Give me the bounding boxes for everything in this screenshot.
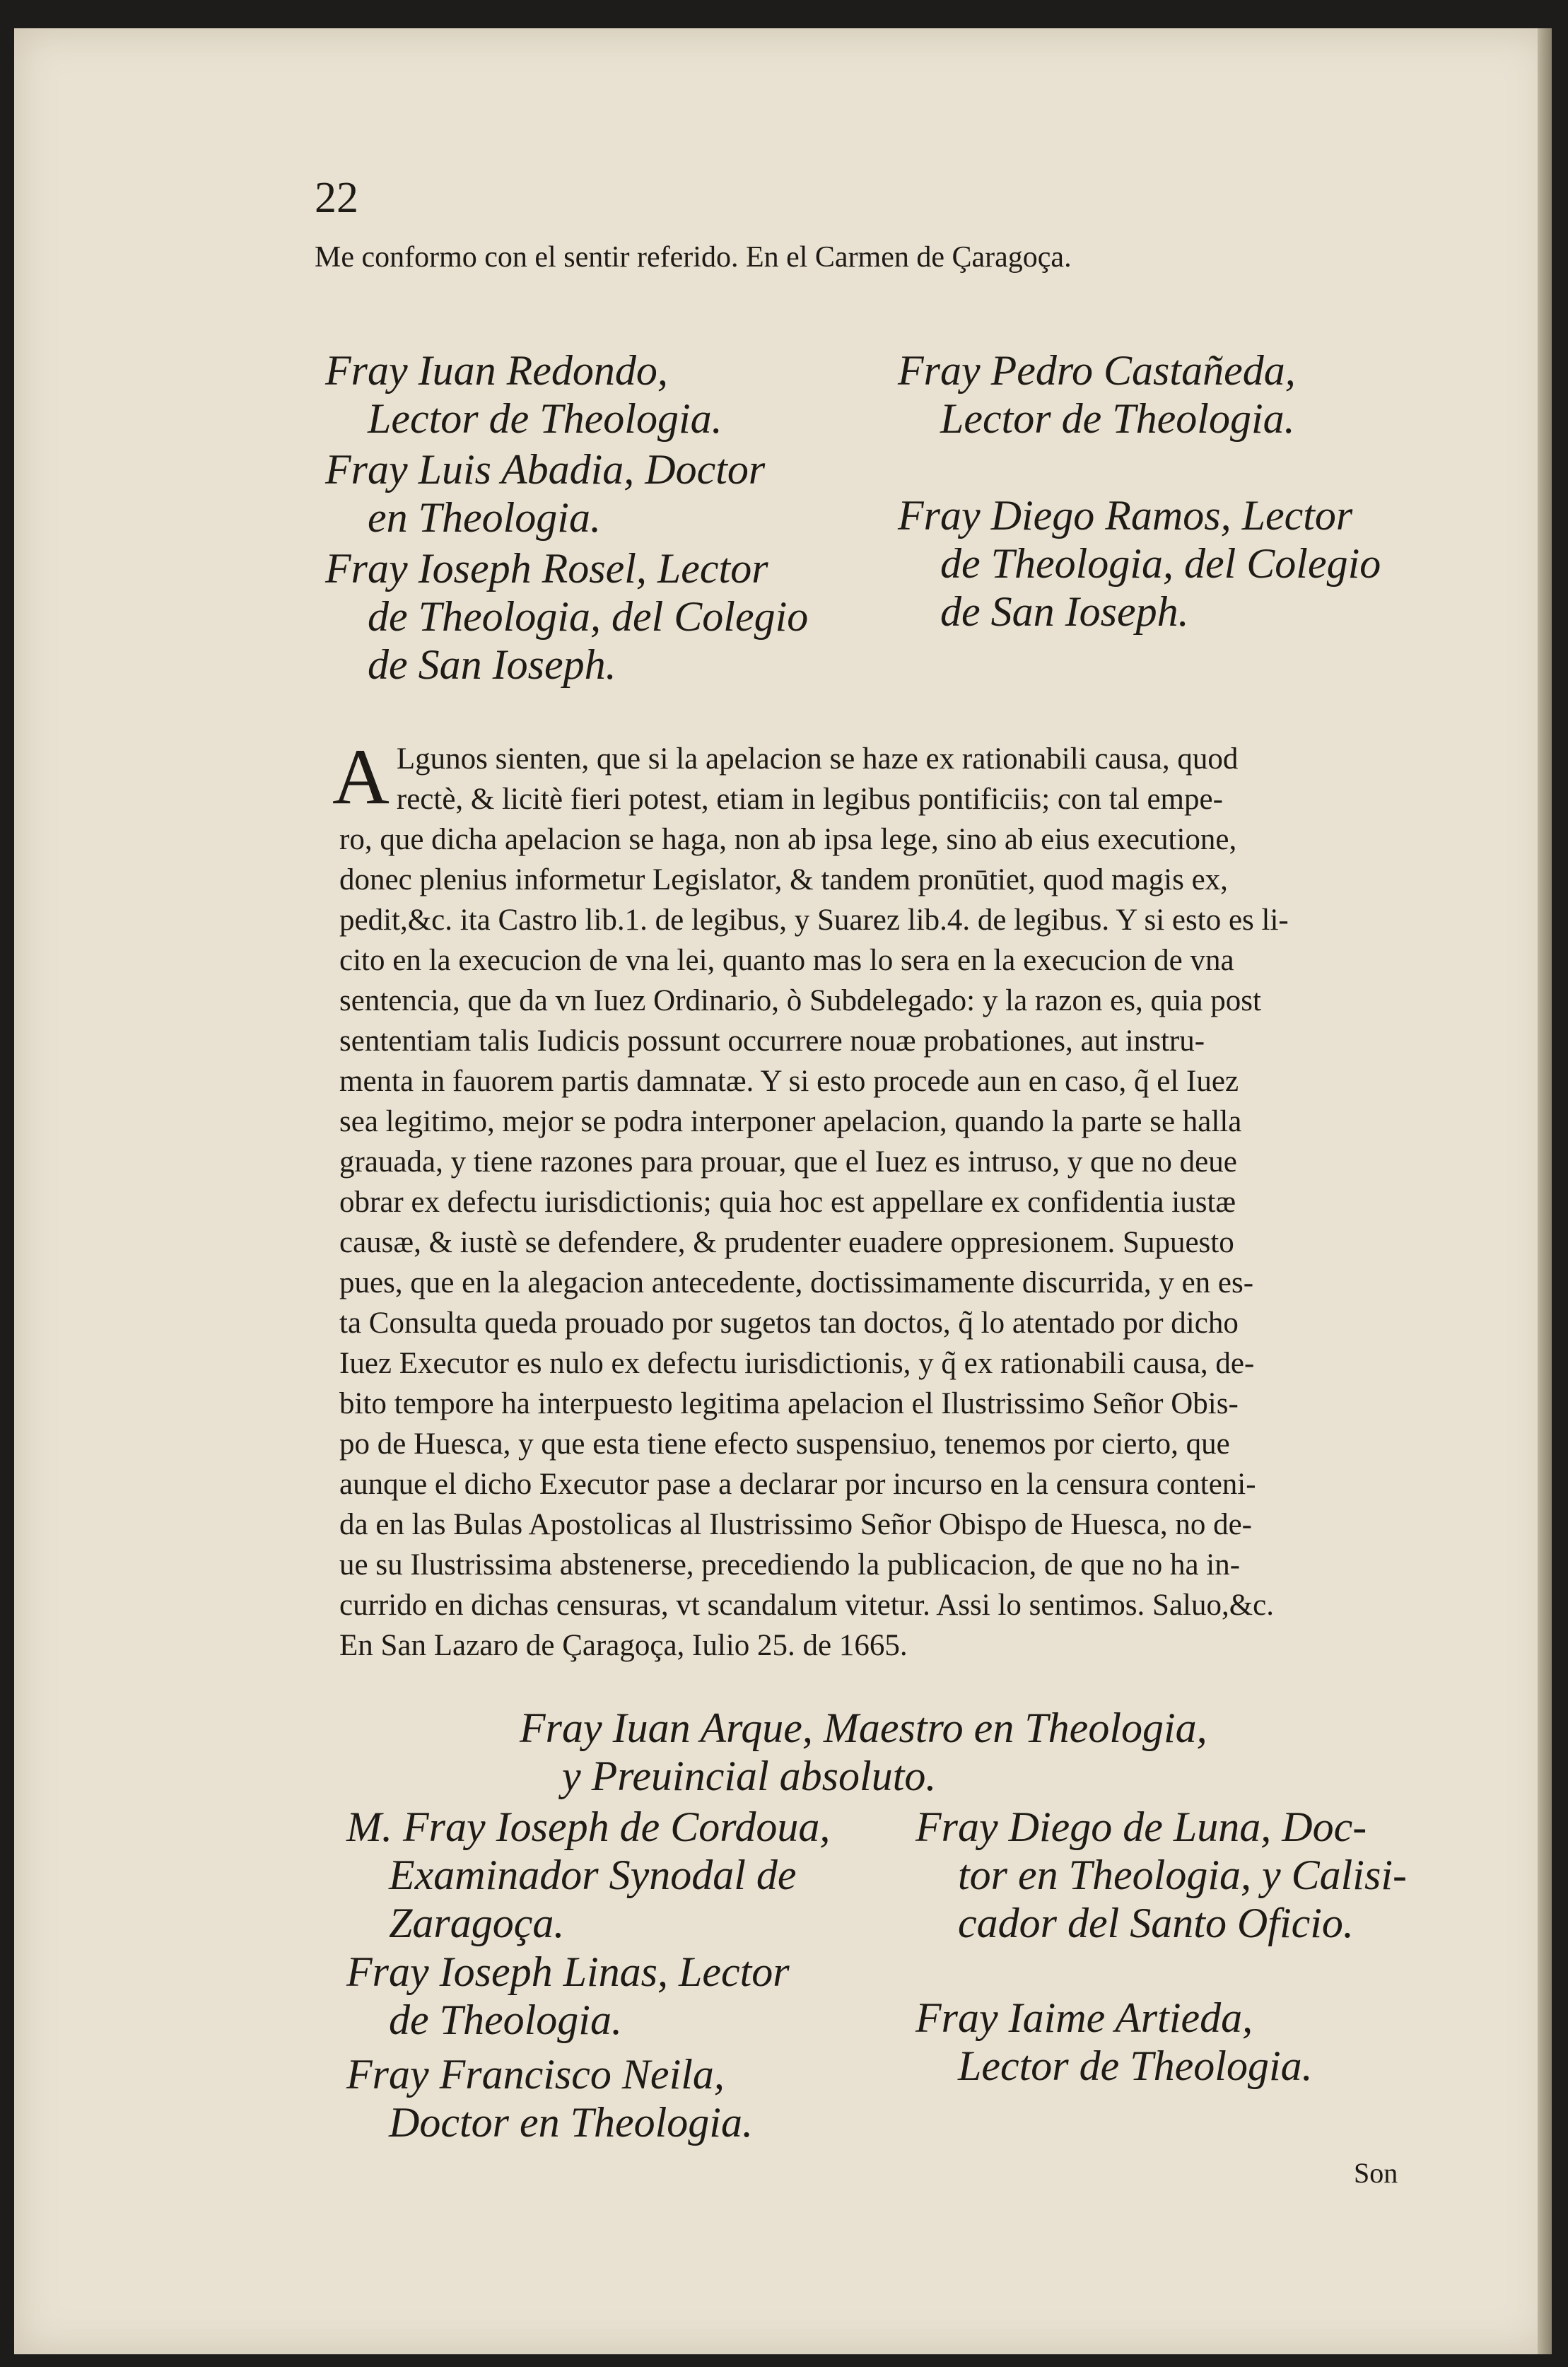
signatory-name: Fray Luis Abadia, Doctor xyxy=(325,446,766,493)
text-line: Iuez Executor es nulo ex defectu iurisdictionis, y q̃ ex rationabili causa, de- xyxy=(339,1347,1255,1380)
signatory-top-right-1 xyxy=(898,491,1381,636)
signatory-name: Fray Diego de Luna, Doc- xyxy=(915,1804,1367,1850)
signatory-name: Fray Iaime Artieda, xyxy=(915,1994,1253,2041)
text-line: ta Consulta queda prouado por sugetos tan doctos, q̃ lo atentado por dicho xyxy=(339,1307,1239,1340)
text-line: pedit,&c. ita Castro lib.1. de legibus, y Suarez lib.4. de legibus. Y si esto es li- xyxy=(339,904,1289,937)
signatory-title: cador del Santo Oficio. xyxy=(958,1900,1354,1946)
signatory-name: M. Fray Ioseph de Cordoua, xyxy=(346,1804,831,1850)
catchword: Son xyxy=(1354,2157,1398,2189)
signatory-top-right-0 xyxy=(898,346,1296,443)
signatory-title: en Theologia. xyxy=(368,494,601,541)
text-line: aunque el dicho Executor pase a declarar por incurso en la censura conteni- xyxy=(339,1468,1256,1501)
signatory-title: Lector de Theologia. xyxy=(958,2042,1313,2089)
signatory-bottom-left-1 xyxy=(346,1948,790,2044)
text-line: po de Huesca, y que esta tiene efecto suspensiuo, tenemos por cierto, que xyxy=(339,1427,1230,1461)
signatory-name: Fray Iuan Arque, Maestro en Theologia, xyxy=(520,1705,1207,1751)
text-line: ro, que dicha apelacion se haga, non ab ipsa lege, sino ab eius executione, xyxy=(339,823,1237,856)
text-line: En San Lazaro de Çaragoça, Iulio 25. de 1665. xyxy=(339,1629,908,1662)
signatory-name: Fray Francisco Neila, xyxy=(346,2051,725,2098)
signatory-name: Fray Ioseph Rosel, Lector xyxy=(325,545,768,592)
text-line: causæ, & iustè se defendere, & prudenter euadere oppresionem. Supuesto xyxy=(339,1226,1234,1259)
body-paragraph xyxy=(332,733,1470,1666)
signatory-bottom-center xyxy=(520,1704,1207,1800)
signatory-title: de Theologia. xyxy=(389,1997,622,2043)
text-line: sententiam talis Iudicis possunt occurrere nouæ probationes, aut instru- xyxy=(339,1024,1205,1058)
signatory-top-left-2 xyxy=(325,544,808,689)
signatory-top-left-0 xyxy=(325,346,722,443)
text-line: grauada, y tiene razones para prouar, que el Iuez es intruso, y que no deue xyxy=(339,1145,1237,1179)
intro-line: Me conformo con el sentir referido. En el Carmen de Çaragoça. xyxy=(315,241,1072,274)
text-line: currido en dichas censuras, vt scandalum vitetur. Assi lo sentimos. Saluo,&c. xyxy=(339,1589,1275,1622)
signatory-title: Lector de Theologia. xyxy=(368,395,722,442)
signatory-top-left-1 xyxy=(325,445,765,542)
text-line: sea legitimo, mejor se podra interponer apelacion, quando la parte se halla xyxy=(339,1105,1242,1138)
text-line: menta in fauorem partis damnatæ. Y si esto procede aun en caso, q̃ el Iuez xyxy=(339,1065,1239,1098)
signatory-title: y Preuincial absoluto. xyxy=(562,1753,937,1799)
signatory-title: Doctor en Theologia. xyxy=(389,2099,753,2146)
text-line: da en las Bulas Apostolicas al Ilustrissimo Señor Obispo de Huesca, no de- xyxy=(339,1508,1252,1541)
text-line: Lgunos sienten, que si la apelacion se haze ex rationabili causa, quod xyxy=(396,742,1239,776)
text-line: rectè, & licitè fieri potest, etiam in legibus pontificiis; con tal empe- xyxy=(396,783,1223,816)
signatory-title: de Theologia, del Colegio xyxy=(940,540,1381,587)
signatory-title: de San Ioseph. xyxy=(368,641,616,688)
signatory-title: tor en Theologia, y Calisi- xyxy=(958,1852,1407,1898)
text-line: ue su Ilustrissima abstenerse, precediendo la publicacion, de que no ha in- xyxy=(339,1548,1241,1582)
page-spine xyxy=(1538,28,1552,2354)
signatory-name: Fray Ioseph Linas, Lector xyxy=(346,1948,790,1995)
text-line: pues, que en la alegacion antecedente, doctissimamente discurrida, y en es- xyxy=(339,1266,1254,1299)
text-line: sentencia, que da vn Iuez Ordinario, ò Subdelegado: y la razon es, quia post xyxy=(339,984,1261,1017)
signatory-title: Examinador Synodal de xyxy=(389,1852,797,1898)
signatory-bottom-right-0 xyxy=(915,1803,1407,1947)
signatory-name: Fray Diego Ramos, Lector xyxy=(898,492,1353,539)
signatory-bottom-right-1 xyxy=(915,1994,1313,2090)
signatory-name: Fray Pedro Castañeda, xyxy=(898,347,1296,394)
signatory-bottom-left-0 xyxy=(346,1803,830,1947)
text-line: obrar ex defectu iurisdictionis; quia hoc est appellare ex confidentia iustæ xyxy=(339,1186,1236,1219)
text-line: cito en la execucion de vna lei, quanto mas lo sera en la execucion de vna xyxy=(339,944,1234,977)
page-number: 22 xyxy=(315,174,358,222)
signatory-title: Zaragoça. xyxy=(389,1900,565,1946)
signatory-title: de Theologia, del Colegio xyxy=(368,593,809,640)
document-page xyxy=(14,28,1552,2354)
signatory-title: de San Ioseph. xyxy=(940,588,1189,635)
signatory-title: Lector de Theologia. xyxy=(940,395,1295,442)
drop-cap: A xyxy=(332,733,390,821)
text-line: donec plenius informetur Legislator, & tandem pronūtiet, quod magis ex, xyxy=(339,863,1228,896)
signatory-bottom-left-2 xyxy=(346,2050,753,2146)
signatory-name: Fray Iuan Redondo, xyxy=(325,347,668,394)
text-line: bito tempore ha interpuesto legitima apelacion el Ilustrissimo Señor Obis- xyxy=(339,1387,1239,1420)
